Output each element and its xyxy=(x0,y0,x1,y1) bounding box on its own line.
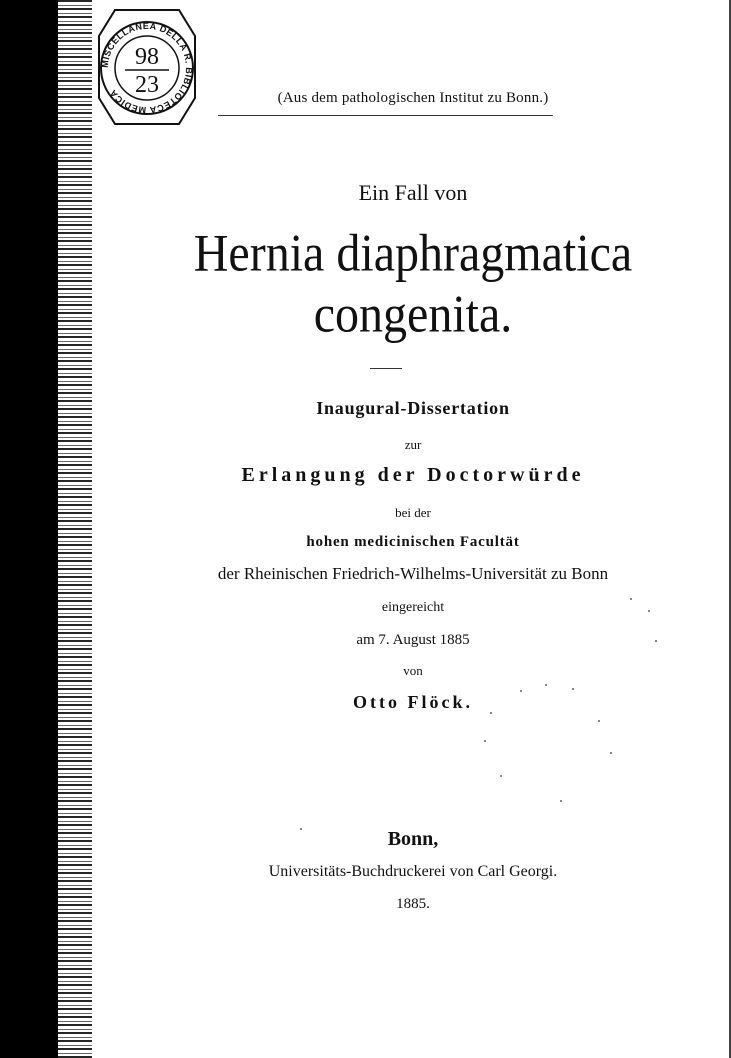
purpose-line: Erlangung der Doctorwürde xyxy=(241,464,585,486)
bei-der-text: bei der xyxy=(395,505,431,520)
book-spine xyxy=(0,0,58,1058)
library-stamp xyxy=(95,6,199,128)
submission-date: am 7. August 1885 xyxy=(356,632,470,648)
printer-line: Universitäts-Buchdruckerei von Carl Georgi. xyxy=(268,863,558,880)
author-name: Otto Flöck. xyxy=(353,692,473,712)
publication-year: 1885. xyxy=(396,896,430,912)
institute-note: (Aus dem pathologischen Institut zu Bonn.) xyxy=(277,90,549,106)
title-divider xyxy=(370,368,402,369)
stamp-ring-text: MISCELLANEA DELLA R. BIBLIOTECA MEDICA xyxy=(99,20,195,116)
pre-title: Ein Fall von xyxy=(358,180,468,205)
zur-text: zur xyxy=(404,437,422,452)
von-text: von xyxy=(403,663,423,678)
title-line-2: congenita. xyxy=(313,285,513,344)
page-gutter-edge xyxy=(58,0,92,1058)
stamp-number-bottom: 23 xyxy=(135,72,159,98)
submitted-text: eingereicht xyxy=(381,600,445,615)
dissertation-type: Inaugural-Dissertation xyxy=(316,398,510,418)
publication-city: Bonn, xyxy=(387,828,439,850)
stamp-number-top: 98 xyxy=(135,44,159,70)
university-line: der Rheinischen Friedrich-Wilhelms-Universität zu Bonn xyxy=(217,564,609,583)
faculty-line: hohen medicinischen Facultät xyxy=(306,534,520,550)
title-line-1: Hernia diaphragmatica xyxy=(193,224,633,283)
header-rule xyxy=(218,115,553,116)
